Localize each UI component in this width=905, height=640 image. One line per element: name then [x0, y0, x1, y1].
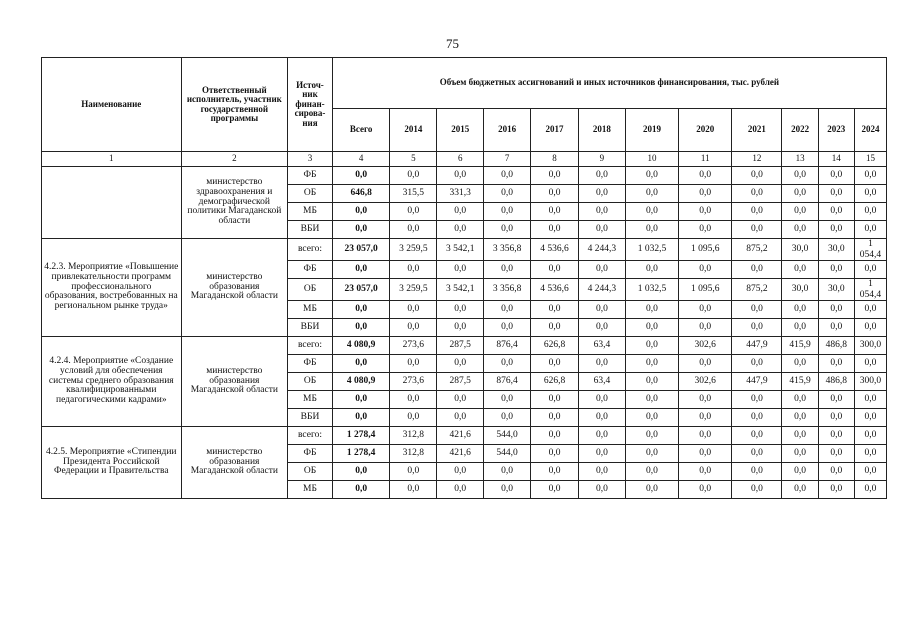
value-cell: 0,0	[679, 427, 732, 445]
value-cell: 0,0	[818, 409, 854, 427]
total-cell: 0,0	[332, 481, 390, 499]
value-cell: 0,0	[531, 409, 579, 427]
value-cell: 0,0	[484, 261, 531, 279]
value-cell: 287,5	[437, 337, 484, 355]
total-cell: 0,0	[332, 167, 390, 185]
value-cell: 626,8	[531, 337, 579, 355]
total-cell: 646,8	[332, 185, 390, 203]
value-cell: 0,0	[854, 481, 886, 499]
value-cell: 0,0	[818, 185, 854, 203]
value-cell: 415,9	[782, 337, 818, 355]
value-cell: 0,0	[732, 301, 782, 319]
value-cell: 0,0	[578, 445, 625, 463]
value-cell: 0,0	[818, 391, 854, 409]
value-cell: 875,2	[732, 279, 782, 301]
value-cell: 0,0	[782, 445, 818, 463]
source-cell: МБ	[288, 301, 333, 319]
value-cell: 30,0	[782, 279, 818, 301]
value-cell: 287,5	[437, 373, 484, 391]
value-cell: 544,0	[484, 427, 531, 445]
value-cell: 3 259,5	[390, 239, 437, 261]
value-cell: 0,0	[484, 221, 531, 239]
value-cell: 4 536,6	[531, 279, 579, 301]
value-cell: 0,0	[625, 185, 678, 203]
value-cell: 0,0	[578, 185, 625, 203]
value-cell: 0,0	[484, 463, 531, 481]
value-cell: 0,0	[818, 355, 854, 373]
value-cell: 30,0	[818, 239, 854, 261]
total-cell: 0,0	[332, 355, 390, 373]
value-cell: 0,0	[818, 319, 854, 337]
measure-name	[42, 167, 182, 239]
value-cell: 0,0	[625, 481, 678, 499]
value-cell: 0,0	[625, 409, 678, 427]
value-cell: 626,8	[531, 373, 579, 391]
source-cell: всего:	[288, 427, 333, 445]
value-cell: 0,0	[854, 301, 886, 319]
value-cell: 0,0	[484, 185, 531, 203]
value-cell: 0,0	[782, 319, 818, 337]
value-cell: 447,9	[732, 337, 782, 355]
source-cell: ВБИ	[288, 319, 333, 337]
value-cell: 0,0	[531, 167, 579, 185]
value-cell: 0,0	[679, 355, 732, 373]
value-cell: 0,0	[854, 185, 886, 203]
source-cell: ОБ	[288, 279, 333, 301]
value-cell: 0,0	[437, 319, 484, 337]
value-cell: 3 356,8	[484, 239, 531, 261]
column-number: 1	[42, 152, 182, 167]
value-cell: 0,0	[625, 427, 678, 445]
value-cell: 0,0	[578, 167, 625, 185]
value-cell: 0,0	[679, 203, 732, 221]
value-cell: 0,0	[437, 481, 484, 499]
value-cell: 312,8	[390, 427, 437, 445]
value-cell: 0,0	[782, 261, 818, 279]
value-cell: 0,0	[782, 481, 818, 499]
column-number: 14	[818, 152, 854, 167]
executor-cell: министерство здравоохранения и демографической политики Магаданской области	[181, 167, 288, 239]
header-year: 2022	[782, 109, 818, 152]
value-cell: 0,0	[854, 409, 886, 427]
value-cell: 0,0	[625, 261, 678, 279]
value-cell: 63,4	[578, 373, 625, 391]
value-cell: 0,0	[390, 167, 437, 185]
value-cell: 0,0	[484, 481, 531, 499]
source-cell: всего:	[288, 337, 333, 355]
value-cell: 0,0	[732, 391, 782, 409]
value-cell: 0,0	[732, 409, 782, 427]
measure-name: 4.2.5. Мероприятие «Стипендии Президента Российской Федерации и Правительства	[42, 427, 182, 499]
value-cell: 0,0	[818, 463, 854, 481]
value-cell: 1 032,5	[625, 239, 678, 261]
value-cell: 0,0	[531, 463, 579, 481]
value-cell: 0,0	[578, 301, 625, 319]
value-cell: 0,0	[818, 203, 854, 221]
table-row	[42, 337, 887, 355]
value-cell: 0,0	[679, 391, 732, 409]
value-cell: 312,8	[390, 445, 437, 463]
value-cell: 3 542,1	[437, 279, 484, 301]
source-cell: МБ	[288, 203, 333, 221]
value-cell: 0,0	[818, 167, 854, 185]
value-cell: 0,0	[625, 391, 678, 409]
header-year: 2023	[818, 109, 854, 152]
value-cell: 0,0	[578, 221, 625, 239]
value-cell: 273,6	[390, 337, 437, 355]
total-cell: 4 080,9	[332, 337, 390, 355]
source-cell: ОБ	[288, 373, 333, 391]
value-cell: 0,0	[531, 185, 579, 203]
value-cell: 0,0	[625, 445, 678, 463]
value-cell: 0,0	[531, 261, 579, 279]
value-cell: 486,8	[818, 373, 854, 391]
source-cell: ФБ	[288, 355, 333, 373]
value-cell: 63,4	[578, 337, 625, 355]
value-cell: 0,0	[437, 261, 484, 279]
value-cell: 0,0	[578, 427, 625, 445]
value-cell: 0,0	[531, 427, 579, 445]
value-cell: 0,0	[484, 203, 531, 221]
source-cell: ФБ	[288, 445, 333, 463]
value-cell: 0,0	[578, 391, 625, 409]
value-cell: 0,0	[484, 409, 531, 427]
value-cell: 0,0	[854, 427, 886, 445]
value-cell: 300,0	[854, 337, 886, 355]
value-cell: 331,3	[437, 185, 484, 203]
column-number: 3	[288, 152, 333, 167]
value-cell: 1 095,6	[679, 239, 732, 261]
value-cell: 0,0	[782, 463, 818, 481]
value-cell: 300,0	[854, 373, 886, 391]
source-cell: ВБИ	[288, 409, 333, 427]
value-cell: 0,0	[390, 391, 437, 409]
value-cell: 0,0	[854, 221, 886, 239]
value-cell: 0,0	[484, 167, 531, 185]
value-cell: 0,0	[782, 355, 818, 373]
total-cell: 23 057,0	[332, 239, 390, 261]
value-cell: 0,0	[437, 221, 484, 239]
column-number: 5	[390, 152, 437, 167]
value-cell: 0,0	[732, 261, 782, 279]
value-cell: 4 244,3	[578, 239, 625, 261]
total-cell: 0,0	[332, 221, 390, 239]
value-cell: 486,8	[818, 337, 854, 355]
value-cell: 0,0	[531, 203, 579, 221]
value-cell: 0,0	[484, 391, 531, 409]
source-cell: МБ	[288, 391, 333, 409]
value-cell: 30,0	[782, 239, 818, 261]
value-cell: 0,0	[390, 203, 437, 221]
source-cell: ФБ	[288, 261, 333, 279]
source-cell: всего:	[288, 239, 333, 261]
total-cell: 4 080,9	[332, 373, 390, 391]
value-cell: 0,0	[732, 203, 782, 221]
value-cell: 0,0	[531, 355, 579, 373]
column-number: 13	[782, 152, 818, 167]
value-cell: 0,0	[390, 301, 437, 319]
total-cell: 0,0	[332, 301, 390, 319]
value-cell: 0,0	[578, 481, 625, 499]
value-cell: 0,0	[390, 319, 437, 337]
column-number: 2	[181, 152, 288, 167]
value-cell: 1 032,5	[625, 279, 678, 301]
value-cell: 0,0	[782, 301, 818, 319]
total-cell: 0,0	[332, 261, 390, 279]
header-year: 2018	[578, 109, 625, 152]
value-cell: 0,0	[854, 167, 886, 185]
value-cell: 0,0	[782, 427, 818, 445]
value-cell: 544,0	[484, 445, 531, 463]
value-cell: 415,9	[782, 373, 818, 391]
column-number: 15	[854, 152, 886, 167]
value-cell: 0,0	[732, 445, 782, 463]
measure-name: 4.2.4. Мероприятие «Создание условий для обеспечения системы среднего образования квалифицированными педагогическими кадрами»	[42, 337, 182, 427]
value-cell: 273,6	[390, 373, 437, 391]
source-cell: ОБ	[288, 463, 333, 481]
value-cell: 0,0	[679, 185, 732, 203]
budget-table	[41, 57, 887, 499]
value-cell: 0,0	[531, 391, 579, 409]
total-cell: 0,0	[332, 463, 390, 481]
value-cell: 0,0	[679, 221, 732, 239]
value-cell: 1 054,4	[854, 239, 886, 261]
value-cell: 447,9	[732, 373, 782, 391]
column-number: 4	[332, 152, 390, 167]
header-year: 2015	[437, 109, 484, 152]
executor-cell: министерство образования Магаданской области	[181, 427, 288, 499]
value-cell: 4 244,3	[578, 279, 625, 301]
value-cell: 302,6	[679, 337, 732, 355]
header-year: 2024	[854, 109, 886, 152]
value-cell: 0,0	[625, 319, 678, 337]
header-year: 2020	[679, 109, 732, 152]
value-cell: 30,0	[818, 279, 854, 301]
value-cell: 0,0	[679, 167, 732, 185]
value-cell: 0,0	[782, 391, 818, 409]
value-cell: 0,0	[625, 203, 678, 221]
source-cell: ФБ	[288, 167, 333, 185]
value-cell: 0,0	[679, 319, 732, 337]
value-cell: 0,0	[625, 167, 678, 185]
value-cell: 0,0	[390, 355, 437, 373]
header-year: 2016	[484, 109, 531, 152]
value-cell: 0,0	[818, 427, 854, 445]
header-year: 2014	[390, 109, 437, 152]
value-cell: 0,0	[578, 355, 625, 373]
value-cell: 0,0	[854, 463, 886, 481]
value-cell: 0,0	[854, 319, 886, 337]
value-cell: 876,4	[484, 337, 531, 355]
value-cell: 0,0	[854, 391, 886, 409]
value-cell: 0,0	[437, 463, 484, 481]
value-cell: 0,0	[625, 337, 678, 355]
value-cell: 0,0	[437, 301, 484, 319]
value-cell: 0,0	[732, 185, 782, 203]
value-cell: 315,5	[390, 185, 437, 203]
value-cell: 0,0	[818, 261, 854, 279]
value-cell: 0,0	[578, 463, 625, 481]
value-cell: 0,0	[531, 301, 579, 319]
executor-cell: министерство образования Магаданской области	[181, 239, 288, 337]
source-cell: ОБ	[288, 185, 333, 203]
value-cell: 0,0	[390, 261, 437, 279]
column-number: 11	[679, 152, 732, 167]
value-cell: 0,0	[437, 409, 484, 427]
value-cell: 0,0	[484, 301, 531, 319]
value-cell: 0,0	[625, 373, 678, 391]
total-cell: 1 278,4	[332, 445, 390, 463]
value-cell: 0,0	[732, 481, 782, 499]
value-cell: 0,0	[390, 221, 437, 239]
value-cell: 0,0	[782, 167, 818, 185]
value-cell: 0,0	[854, 355, 886, 373]
value-cell: 421,6	[437, 445, 484, 463]
value-cell: 0,0	[625, 355, 678, 373]
value-cell: 0,0	[390, 409, 437, 427]
value-cell: 0,0	[732, 167, 782, 185]
value-cell: 302,6	[679, 373, 732, 391]
value-cell: 0,0	[484, 319, 531, 337]
value-cell: 0,0	[854, 445, 886, 463]
header-name: Наименование	[42, 58, 182, 152]
page-number: 75	[446, 36, 459, 51]
value-cell: 0,0	[625, 301, 678, 319]
column-number: 10	[625, 152, 678, 167]
header-year: 2019	[625, 109, 678, 152]
measure-name: 4.2.3. Мероприятие «Повышение привлекательности программ профессионального образования, востребованных на региональном рынке труда»	[42, 239, 182, 337]
table-row	[42, 167, 887, 185]
value-cell: 0,0	[679, 409, 732, 427]
header-source: Источ- ник финан- сирова- ния	[288, 58, 333, 152]
value-cell: 0,0	[732, 427, 782, 445]
value-cell: 0,0	[679, 301, 732, 319]
value-cell: 0,0	[818, 301, 854, 319]
value-cell: 0,0	[679, 481, 732, 499]
value-cell: 0,0	[578, 319, 625, 337]
column-number: 7	[484, 152, 531, 167]
total-cell: 0,0	[332, 203, 390, 221]
table-row	[42, 239, 887, 261]
value-cell: 0,0	[782, 409, 818, 427]
value-cell: 0,0	[531, 481, 579, 499]
value-cell: 0,0	[679, 445, 732, 463]
value-cell: 876,4	[484, 373, 531, 391]
total-cell: 1 278,4	[332, 427, 390, 445]
value-cell: 0,0	[578, 203, 625, 221]
column-number: 12	[732, 152, 782, 167]
value-cell: 0,0	[854, 203, 886, 221]
value-cell: 0,0	[782, 221, 818, 239]
value-cell: 0,0	[531, 221, 579, 239]
value-cell: 0,0	[390, 463, 437, 481]
value-cell: 875,2	[732, 239, 782, 261]
executor-cell: министерство образования Магаданской области	[181, 337, 288, 427]
value-cell: 0,0	[437, 355, 484, 373]
value-cell: 0,0	[625, 463, 678, 481]
value-cell: 3 356,8	[484, 279, 531, 301]
value-cell: 3 542,1	[437, 239, 484, 261]
value-cell: 0,0	[732, 355, 782, 373]
column-number: 8	[531, 152, 579, 167]
value-cell: 1 095,6	[679, 279, 732, 301]
value-cell: 0,0	[437, 203, 484, 221]
value-cell: 421,6	[437, 427, 484, 445]
value-cell: 0,0	[818, 221, 854, 239]
column-number: 9	[578, 152, 625, 167]
value-cell: 0,0	[484, 355, 531, 373]
source-cell: МБ	[288, 481, 333, 499]
value-cell: 0,0	[578, 261, 625, 279]
header-volume: Объем бюджетных ассигнований и иных источников финансирования, тыс. рублей	[332, 58, 886, 109]
header-total: Всего	[332, 109, 390, 152]
value-cell: 0,0	[390, 481, 437, 499]
value-cell: 0,0	[531, 445, 579, 463]
header-year: 2017	[531, 109, 579, 152]
column-number: 6	[437, 152, 484, 167]
header-year: 2021	[732, 109, 782, 152]
header-executor: Ответственный исполнитель, участник государственной программы	[181, 58, 288, 152]
value-cell: 0,0	[782, 185, 818, 203]
value-cell: 0,0	[679, 463, 732, 481]
total-cell: 0,0	[332, 319, 390, 337]
value-cell: 0,0	[437, 167, 484, 185]
value-cell: 3 259,5	[390, 279, 437, 301]
total-cell: 0,0	[332, 391, 390, 409]
source-cell: ВБИ	[288, 221, 333, 239]
value-cell: 0,0	[782, 203, 818, 221]
value-cell: 4 536,6	[531, 239, 579, 261]
value-cell: 0,0	[854, 261, 886, 279]
value-cell: 0,0	[531, 319, 579, 337]
value-cell: 0,0	[818, 481, 854, 499]
value-cell: 1 054,4	[854, 279, 886, 301]
value-cell: 0,0	[732, 319, 782, 337]
value-cell: 0,0	[732, 463, 782, 481]
value-cell: 0,0	[732, 221, 782, 239]
value-cell: 0,0	[625, 221, 678, 239]
table-row	[42, 427, 887, 445]
total-cell: 23 057,0	[332, 279, 390, 301]
value-cell: 0,0	[437, 391, 484, 409]
value-cell: 0,0	[679, 261, 732, 279]
value-cell: 0,0	[578, 409, 625, 427]
value-cell: 0,0	[818, 445, 854, 463]
total-cell: 0,0	[332, 409, 390, 427]
